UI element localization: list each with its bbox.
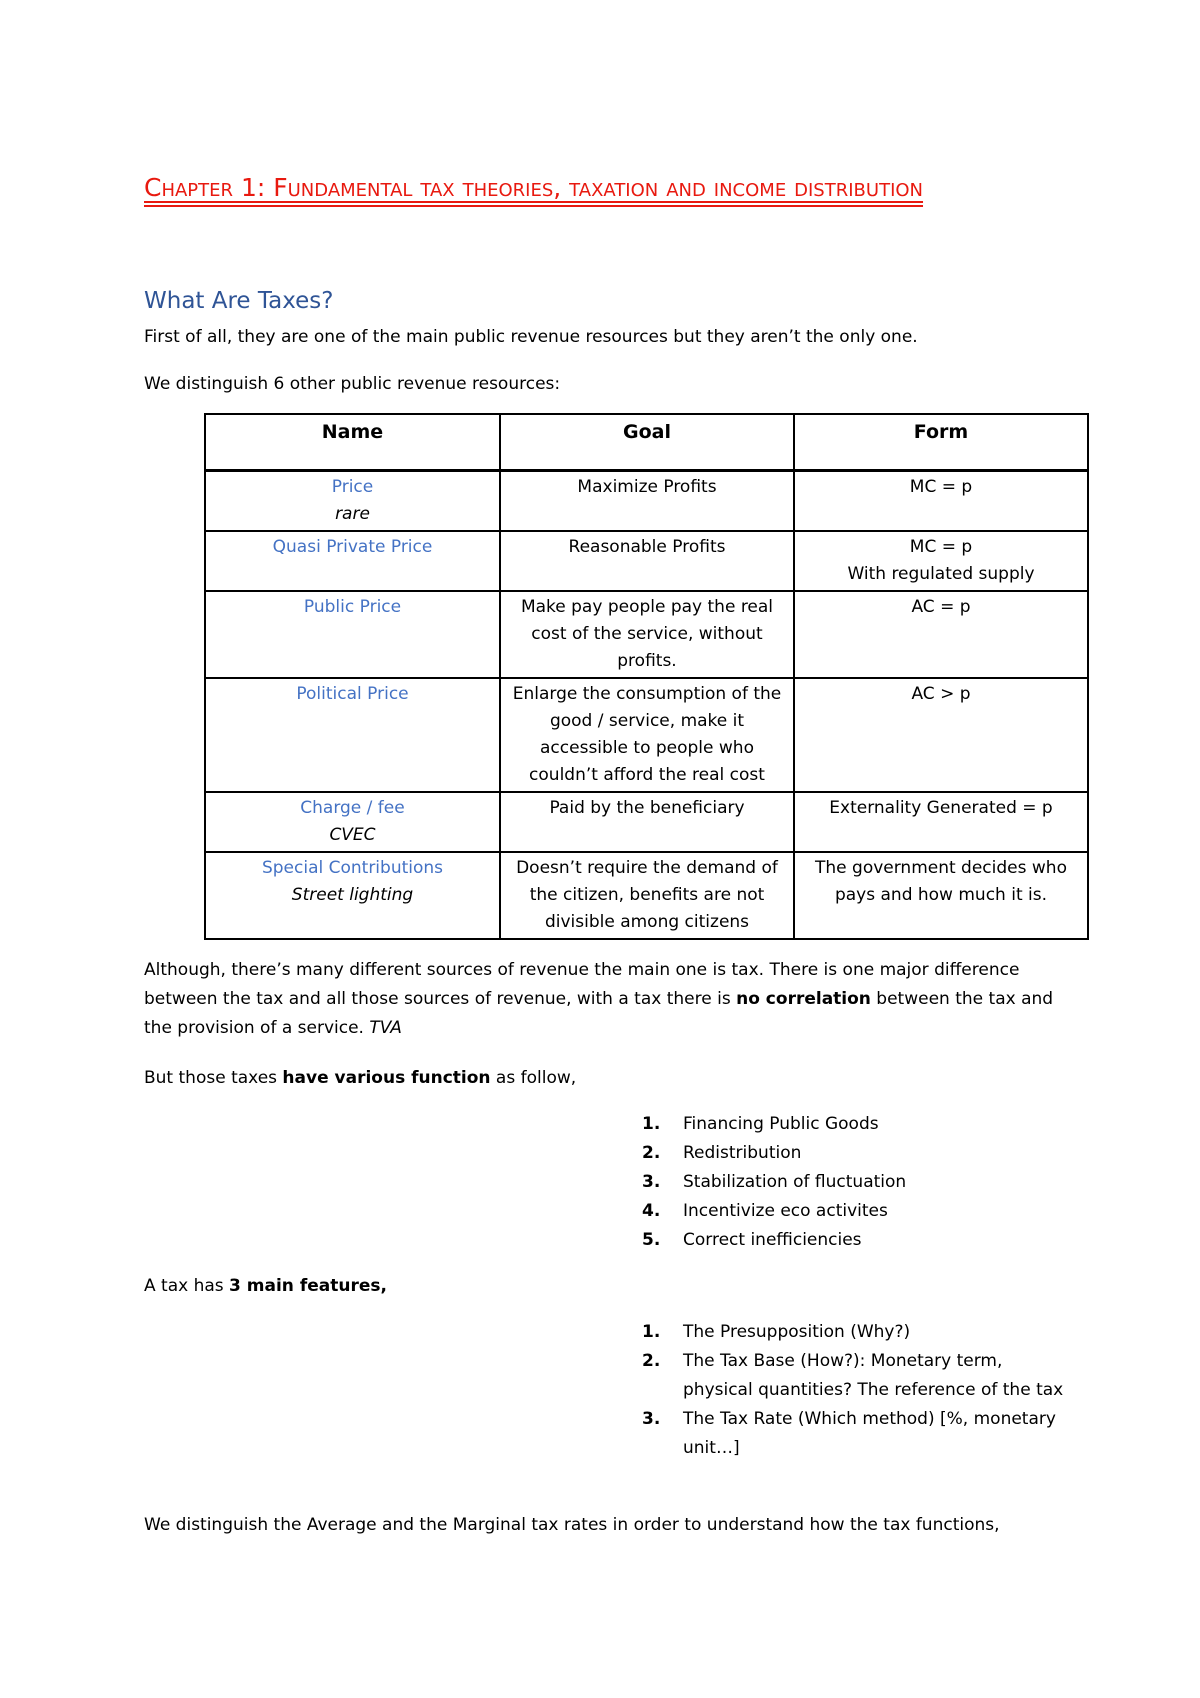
list-item	[634, 1110, 1094, 1139]
although-text-2: between the tax and the provision of a service.	[144, 989, 1054, 1038]
revenue-name: Charge / fee	[300, 798, 405, 818]
cell-form: The government decides who pays and how much it is.	[794, 852, 1088, 939]
table-row	[205, 531, 1088, 591]
list-number: 2.	[642, 1143, 661, 1163]
although-italic: TVA	[369, 1018, 402, 1038]
cell-name	[205, 678, 500, 792]
distinguish-sentence: We distinguish 6 other public revenue resources:	[144, 374, 561, 394]
section-heading: What Are Taxes?	[144, 288, 334, 314]
although-text-1: Although, there’s many different sources of revenue the main one is tax. There is one major difference between the tax and all those sources of revenue, with a tax there is	[144, 960, 1020, 1009]
form-note: With regulated supply	[847, 564, 1035, 584]
list-number: 3.	[642, 1172, 661, 1192]
form-formula: MC = p	[909, 537, 973, 557]
intro-paragraph: First of all, they are one of the main public revenue resources but they aren’t the only one.	[144, 327, 918, 347]
revenue-example: Street lighting	[291, 885, 414, 905]
features-sentence	[144, 1272, 1074, 1301]
list-item	[634, 1405, 1074, 1463]
cell-name	[205, 471, 500, 532]
list-number: 5.	[642, 1230, 661, 1250]
revenue-example: rare	[335, 504, 370, 524]
cell-goal: Maximize Profits	[500, 471, 794, 532]
list-text: The Presupposition (Why?)	[683, 1322, 911, 1342]
list-text: Correct inefficiencies	[683, 1230, 862, 1250]
cell-form: AC = p	[794, 591, 1088, 678]
list-text: Incentivize eco activites	[683, 1201, 888, 1221]
revenue-name: Public Price	[303, 597, 402, 617]
list-number: 4.	[642, 1201, 661, 1221]
list-item	[634, 1347, 1074, 1405]
cell-form: Externality Generated = p	[794, 792, 1088, 852]
list-item	[634, 1318, 1074, 1347]
table-row	[205, 678, 1088, 792]
although-bold: no correlation	[736, 989, 871, 1009]
cell-form	[794, 531, 1088, 591]
features-bold: 3 main features,	[229, 1276, 387, 1296]
table-row	[205, 792, 1088, 852]
cell-form: MC = p	[794, 471, 1088, 532]
although-paragraph	[144, 956, 1074, 1043]
cell-name	[205, 531, 500, 591]
list-text: Stabilization of fluctuation	[683, 1172, 907, 1192]
functions-list	[634, 1110, 1094, 1255]
list-number: 1.	[642, 1322, 661, 1342]
cell-goal: Enlarge the consumption of the good / service, make it accessible to people who couldn’t afford the real cost	[500, 678, 794, 792]
features-text-1: A tax has	[144, 1276, 230, 1296]
cell-name	[205, 591, 500, 678]
column-header-name: Name	[205, 414, 500, 471]
cell-form: AC > p	[794, 678, 1088, 792]
list-text: Redistribution	[683, 1143, 802, 1163]
revenue-name: Price	[331, 477, 374, 497]
functions-text-1: But those taxes	[144, 1068, 283, 1088]
list-number: 1.	[642, 1114, 661, 1134]
table-row	[205, 591, 1088, 678]
revenue-name: Special Contributions	[261, 858, 444, 878]
functions-sentence	[144, 1064, 1074, 1093]
list-item	[634, 1197, 1094, 1226]
cell-goal: Doesn’t require the demand of the citizen, benefits are not divisible among citizens	[500, 852, 794, 939]
list-number: 2.	[642, 1351, 661, 1371]
cell-name	[205, 792, 500, 852]
table-row	[205, 852, 1088, 939]
column-header-goal: Goal	[500, 414, 794, 471]
cell-goal: Paid by the beneficiary	[500, 792, 794, 852]
list-text: Financing Public Goods	[683, 1114, 879, 1134]
list-item	[634, 1139, 1094, 1168]
list-text: The Tax Base (How?): Monetary term, physical quantities? The reference of the tax	[683, 1351, 1064, 1400]
table-header-row	[205, 414, 1088, 471]
revenue-example: CVEC	[329, 825, 376, 845]
features-list	[634, 1318, 1074, 1463]
closing-sentence: We distinguish the Average and the Marginal tax rates in order to understand how the tax functions,	[144, 1515, 1000, 1535]
revenue-resources-table	[204, 413, 1089, 940]
functions-bold: have various function	[282, 1068, 491, 1088]
list-item	[634, 1168, 1094, 1197]
cell-name	[205, 852, 500, 939]
chapter-title: Chapter 1: Fundamental tax theories, taxation and income distribution	[144, 173, 924, 202]
list-item	[634, 1226, 1094, 1255]
column-header-form: Form	[794, 414, 1088, 471]
list-number: 3.	[642, 1409, 661, 1429]
revenue-name: Political Price	[296, 684, 409, 704]
cell-goal: Make pay people pay the real cost of the service, without profits.	[500, 591, 794, 678]
list-text: The Tax Rate (Which method) [%, monetary unit…]	[683, 1409, 1056, 1458]
revenue-name: Quasi Private Price	[272, 537, 433, 557]
functions-text-2: as follow,	[490, 1068, 577, 1088]
table-row	[205, 471, 1088, 532]
cell-goal: Reasonable Profits	[500, 531, 794, 591]
